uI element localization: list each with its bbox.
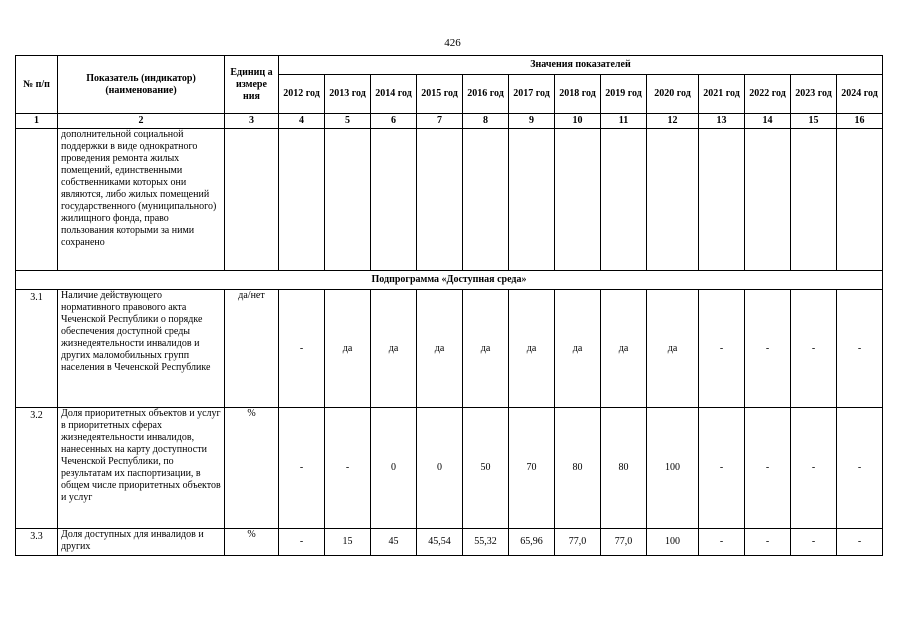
column-number: 2 — [58, 114, 225, 129]
empty-value-cell — [699, 129, 745, 271]
header-year: 2024 год — [837, 75, 883, 114]
header-year: 2021 год — [699, 75, 745, 114]
value-cell: 65,96 — [509, 529, 555, 556]
column-number: 4 — [279, 114, 325, 129]
column-number: 15 — [791, 114, 837, 129]
column-number: 13 — [699, 114, 745, 129]
indicators-table — [15, 55, 883, 556]
value-cell: - — [745, 290, 791, 408]
value-cell: - — [699, 408, 745, 529]
value-cell: 77,0 — [601, 529, 647, 556]
value-cell: 55,32 — [463, 529, 509, 556]
value-cell: 100 — [647, 529, 699, 556]
value-cell: - — [837, 529, 883, 556]
value-cell: да — [509, 290, 555, 408]
column-number: 14 — [745, 114, 791, 129]
empty-value-cell — [647, 129, 699, 271]
header-num: № п/п — [16, 56, 58, 114]
column-number: 11 — [601, 114, 647, 129]
value-cell: - — [791, 408, 837, 529]
table-row — [16, 290, 883, 408]
value-cell: 100 — [647, 408, 699, 529]
row-unit: % — [225, 408, 279, 529]
header-year: 2012 год — [279, 75, 325, 114]
value-cell: - — [837, 290, 883, 408]
value-cell: - — [699, 290, 745, 408]
empty-value-cell — [371, 129, 417, 271]
row-unit: % — [225, 529, 279, 556]
value-cell: да — [325, 290, 371, 408]
value-cell: - — [791, 290, 837, 408]
value-cell: 15 — [325, 529, 371, 556]
header-year: 2019 год — [601, 75, 647, 114]
value-cell: - — [279, 408, 325, 529]
value-cell: да — [601, 290, 647, 408]
value-cell: 45 — [371, 529, 417, 556]
row-indicator: Доля доступных для инвалидов и других — [58, 529, 225, 556]
header-year: 2023 год — [791, 75, 837, 114]
value-cell: 50 — [463, 408, 509, 529]
value-cell: - — [699, 529, 745, 556]
table-row — [16, 529, 883, 556]
empty-value-cell — [745, 129, 791, 271]
value-cell: да — [417, 290, 463, 408]
page-number: 426 — [444, 37, 461, 49]
cont-unit-cell — [225, 129, 279, 271]
value-cell: - — [837, 408, 883, 529]
value-cell: 70 — [509, 408, 555, 529]
column-number: 1 — [16, 114, 58, 129]
column-number: 9 — [509, 114, 555, 129]
value-cell: 0 — [371, 408, 417, 529]
header-year: 2018 год — [555, 75, 601, 114]
header-year: 2015 год — [417, 75, 463, 114]
value-cell: да — [647, 290, 699, 408]
continuation-text: дополнительной социальной поддержки в виде однократного проведения ремонта жилых помещений, единственными собственниками которых они являются, либо жилых помещений государственного (муниципального) жилищного фонда, право пользования которыми за ними сохранено — [58, 129, 225, 271]
row-number: 3.3 — [16, 529, 58, 556]
header-year: 2020 год — [647, 75, 699, 114]
value-cell: - — [791, 529, 837, 556]
column-number: 12 — [647, 114, 699, 129]
row-unit: да/нет — [225, 290, 279, 408]
column-number: 5 — [325, 114, 371, 129]
header-year: 2022 год — [745, 75, 791, 114]
table-row — [16, 408, 883, 529]
value-cell: 80 — [601, 408, 647, 529]
value-cell: - — [325, 408, 371, 529]
value-cell: - — [279, 290, 325, 408]
column-number: 7 — [417, 114, 463, 129]
value-cell: 80 — [555, 408, 601, 529]
column-number: 3 — [225, 114, 279, 129]
value-cell: 77,0 — [555, 529, 601, 556]
value-cell: да — [463, 290, 509, 408]
header-year: 2014 год — [371, 75, 417, 114]
column-number: 8 — [463, 114, 509, 129]
header-indicator: Показатель (индикатор) (наименование) — [58, 56, 225, 114]
value-cell: - — [745, 408, 791, 529]
row-indicator: Доля приоритетных объектов и услуг в приоритетных сферах жизнедеятельности инвалидов, нанесенных на карту доступности Чеченской Республики, по результатам их паспортизации, в общем числе приоритетных объектов и услуг — [58, 408, 225, 529]
empty-value-cell — [463, 129, 509, 271]
header-year: 2016 год — [463, 75, 509, 114]
continuation-row — [16, 129, 883, 271]
row-number: 3.1 — [16, 290, 58, 408]
value-cell: - — [279, 529, 325, 556]
empty-value-cell — [417, 129, 463, 271]
column-number: 6 — [371, 114, 417, 129]
value-cell: да — [555, 290, 601, 408]
header-values-group: Значения показателей — [279, 56, 883, 75]
empty-value-cell — [279, 129, 325, 271]
empty-value-cell — [509, 129, 555, 271]
row-indicator: Наличие действующего нормативного правового акта Чеченской Республики о порядке обеспечения доступной среды жизнедеятельности инвалидов и других маломобильных групп населения в Чеченской Республике — [58, 290, 225, 408]
header-year: 2017 год — [509, 75, 555, 114]
header-year: 2013 год — [325, 75, 371, 114]
empty-value-cell — [791, 129, 837, 271]
column-number: 16 — [837, 114, 883, 129]
cont-num-cell — [16, 129, 58, 271]
empty-value-cell — [601, 129, 647, 271]
empty-value-cell — [837, 129, 883, 271]
value-cell: 0 — [417, 408, 463, 529]
header-unit: Единиц а измере ния — [225, 56, 279, 114]
value-cell: да — [371, 290, 417, 408]
value-cell: 45,54 — [417, 529, 463, 556]
value-cell: - — [745, 529, 791, 556]
subprogram-title: Подпрограмма «Доступная среда» — [16, 271, 883, 290]
row-number: 3.2 — [16, 408, 58, 529]
empty-value-cell — [555, 129, 601, 271]
column-number: 10 — [555, 114, 601, 129]
empty-value-cell — [325, 129, 371, 271]
